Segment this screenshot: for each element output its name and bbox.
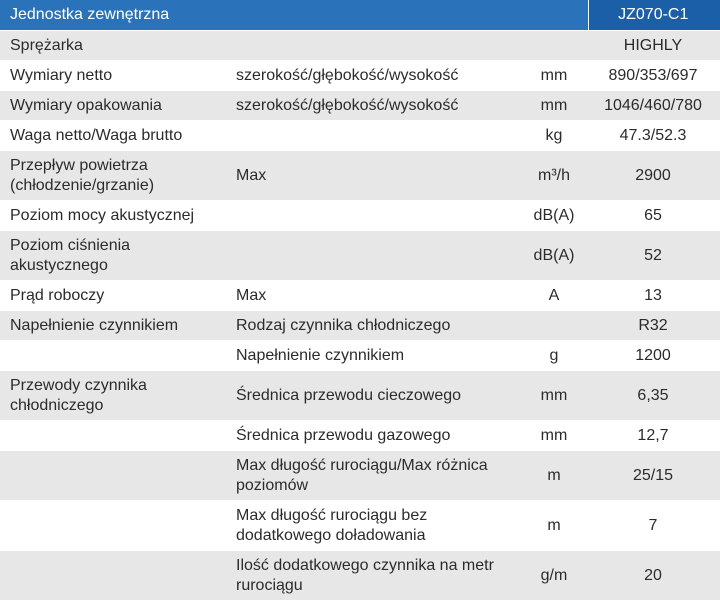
unit-cell: g [520,341,588,371]
table-row [0,151,720,201]
param-cell [0,421,228,451]
param-cell: Poziom mocy akustycznej [0,201,228,231]
param-cell: Przewody czynnika chłodniczego [0,371,228,421]
detail-cell: Max [228,281,520,311]
param-cell: Wymiary netto [0,61,228,91]
detail-cell: Max długość rurociągu/Max różnica poziomów [228,451,520,501]
table-row [0,91,720,121]
table-row [0,281,720,311]
value-cell: 7 [588,501,720,551]
param-cell: Prąd roboczy [0,281,228,311]
unit-cell [520,311,588,341]
detail-cell [228,31,520,61]
value-cell: R32 [588,311,720,341]
detail-cell: Ilość dodatkowego czynnika na metr rurociągu [228,551,520,601]
value-cell: 13 [588,281,720,311]
table-row [0,551,720,601]
unit-cell: m [520,501,588,551]
value-cell: 1200 [588,341,720,371]
table-row [0,231,720,281]
value-cell: 12,7 [588,421,720,451]
param-cell [0,451,228,501]
table-row [0,451,720,501]
unit-cell: dB(A) [520,201,588,231]
value-cell: 2900 [588,151,720,201]
table-row [0,121,720,151]
value-cell: 52 [588,231,720,281]
unit-cell: m [520,451,588,501]
param-cell: Napełnienie czynnikiem [0,311,228,341]
value-cell: 6,35 [588,371,720,421]
table-row [0,501,720,551]
detail-cell: Średnica przewodu gazowego [228,421,520,451]
detail-cell: Max długość rurociągu bez dodatkowego doładowania [228,501,520,551]
value-cell: 20 [588,551,720,601]
unit-cell: g/m [520,551,588,601]
detail-cell [228,121,520,151]
param-cell [0,501,228,551]
detail-cell [228,231,520,281]
unit-cell: mm [520,61,588,91]
param-cell: Waga netto/Waga brutto [0,121,228,151]
table-row [0,421,720,451]
unit-cell: m³/h [520,151,588,201]
unit-cell [520,31,588,61]
param-cell: Wymiary opakowania [0,91,228,121]
detail-cell: szerokość/głębokość/wysokość [228,91,520,121]
table-row [0,311,720,341]
unit-cell: mm [520,371,588,421]
unit-cell: kg [520,121,588,151]
table-row [0,31,720,61]
param-cell [0,551,228,601]
value-cell: HIGHLY [588,31,720,61]
detail-cell [228,201,520,231]
value-cell: 1046/460/780 [588,91,720,121]
table-row [0,341,720,371]
value-cell: 890/353/697 [588,61,720,91]
detail-cell: Rodzaj czynnika chłodniczego [228,311,520,341]
param-cell: Sprężarka [0,31,228,61]
header-model: JZ070-C1 [588,0,720,31]
param-cell: Poziom ciśnienia akustycznego [0,231,228,281]
table-row [0,371,720,421]
detail-cell: Napełnienie czynnikiem [228,341,520,371]
unit-cell: dB(A) [520,231,588,281]
param-cell [0,341,228,371]
value-cell: 25/15 [588,451,720,501]
detail-cell: Max [228,151,520,201]
detail-cell: Średnica przewodu cieczowego [228,371,520,421]
table-row [0,61,720,91]
unit-cell: A [520,281,588,311]
header-title: Jednostka zewnętrzna [0,0,588,31]
param-cell: Przepływ powietrza (chłodzenie/grzanie) [0,151,228,201]
detail-cell: szerokość/głębokość/wysokość [228,61,520,91]
unit-cell: mm [520,91,588,121]
table-row [0,201,720,231]
value-cell: 47.3/52.3 [588,121,720,151]
unit-cell: mm [520,421,588,451]
header-row [0,0,720,31]
value-cell: 65 [588,201,720,231]
